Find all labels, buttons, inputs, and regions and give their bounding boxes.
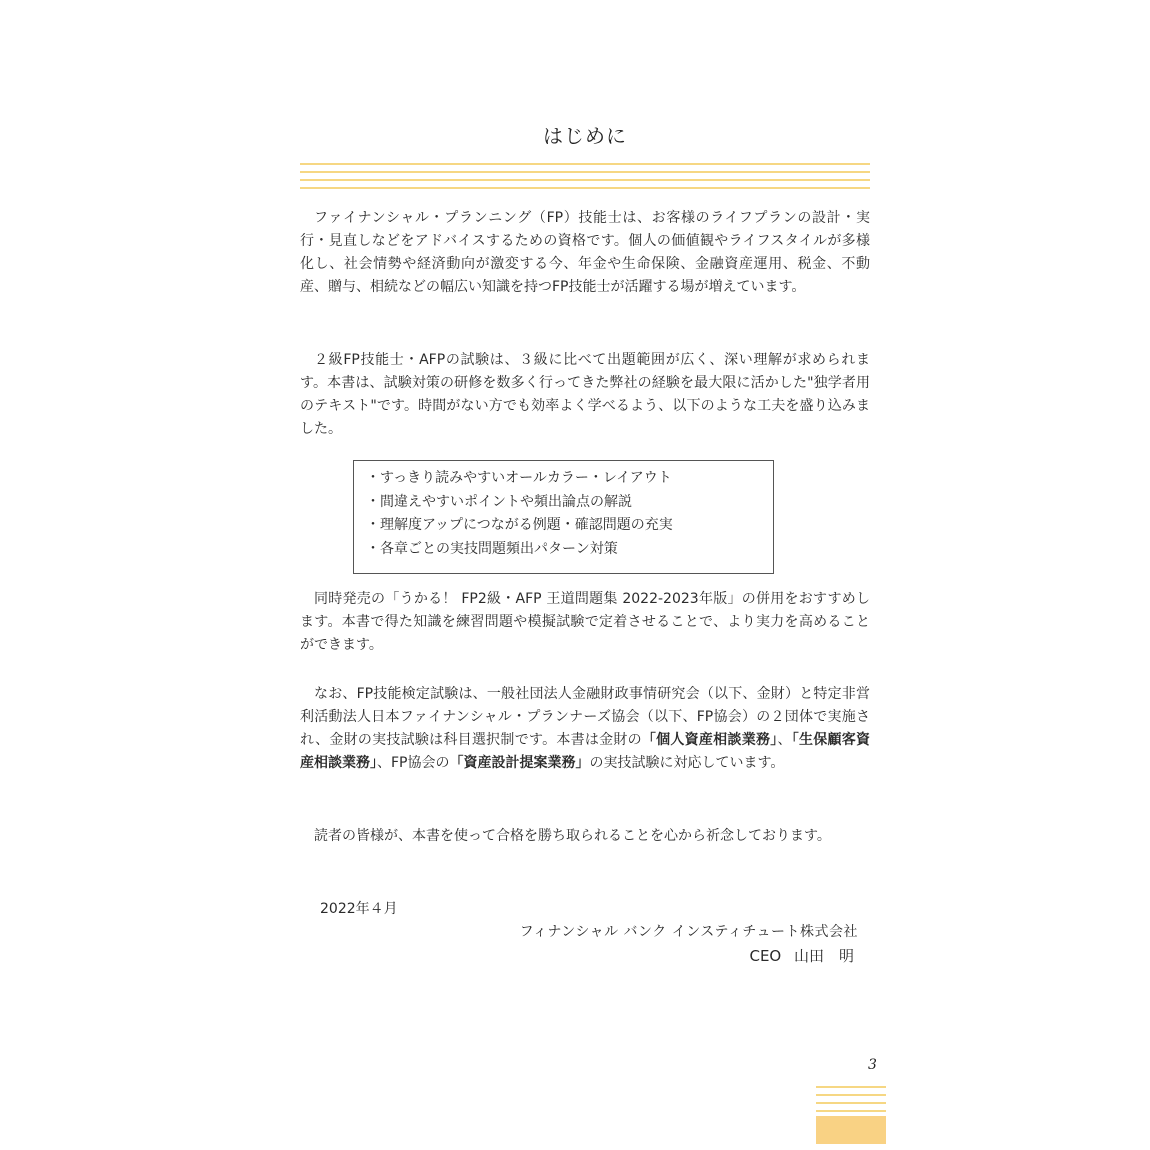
bold-exam-name: 「資産設計提案業務」 [449,755,590,771]
intro-paragraph-1: ファイナンシャル・プランニング（FP）技能士は、お客様のライフプランの設計・実行・見直しなどをアドバイスするための資格です。個人の価値観やライフスタイルが多様化し、社会情勢や経済動向が激変する今、年金や生命保険、金融資産運用、税金、不動産、贈与、相続などの幅広い知識を持つFP技能士が活躍する場が増えています。 [300,210,870,295]
feature-list-box [353,460,774,574]
publication-date: 2022年４月 [320,901,398,917]
feature-item: ・各章ごとの実技問題頻出パターン対策 [366,540,618,557]
feature-item: ・間違えやすいポイントや頻出論点の解説 [366,493,632,510]
intro-paragraph-5: 読者の皆様が、本書を使って合格を勝ち取られることを心から祈念しております。 [314,828,831,844]
intro-paragraph-4: なお、FP技能検定試験は、一般社団法人金融財政事情研究会（以下、金財）と特定非営利活動法人日本ファイナンシャル・プランナーズ協会（以下、FP協会）の２団体で実施され、金財の実技試験は科目選択制です。本書は金財の「個人資産相談業務」、「生保顧客資産相談業務」、FP協会の「資産設計提案業務」の実技試験に対応しています。 [300,686,871,771]
feature-item: ・理解度アップにつながる例題・確認問題の充実 [366,517,673,533]
page-title: はじめに [543,124,627,148]
company-name: フィナンシャル バンク インスティチュート株式会社 [519,924,858,940]
page-number: 3 [868,1057,877,1073]
intro-paragraph-2: ２級FP技能士・AFPの試験は、３級に比べて出題範囲が広く、深い理解が求められます。本書は、試験対策の研修を数多く行ってきた弊社の経験を最大限に活かした"独学者用のテキスト"です。時間がない方でも効率よく学べるよう、以下のような工夫を盛り込みました。 [300,352,870,437]
feature-item: ・すっきり読みやすいオールカラー・レイアウト [366,470,672,486]
bold-exam-name: 「個人資産相談業務」 [641,732,778,748]
bold-exam-name: 「生保顧客資産相談業務」 [300,732,871,771]
intro-paragraph-3: 同時発売の「うかる！ FP2級・AFP 王道問題集 2022-2023年版」の併用をおすすめします。本書で得た知識を練習問題や模擬試験で定着させることで、より実力を高めることができます。 [300,591,870,653]
corner-decoration [816,1086,886,1144]
ceo-signature: CEO 山田 明 [749,947,854,965]
title-decoration-lines [300,163,870,191]
